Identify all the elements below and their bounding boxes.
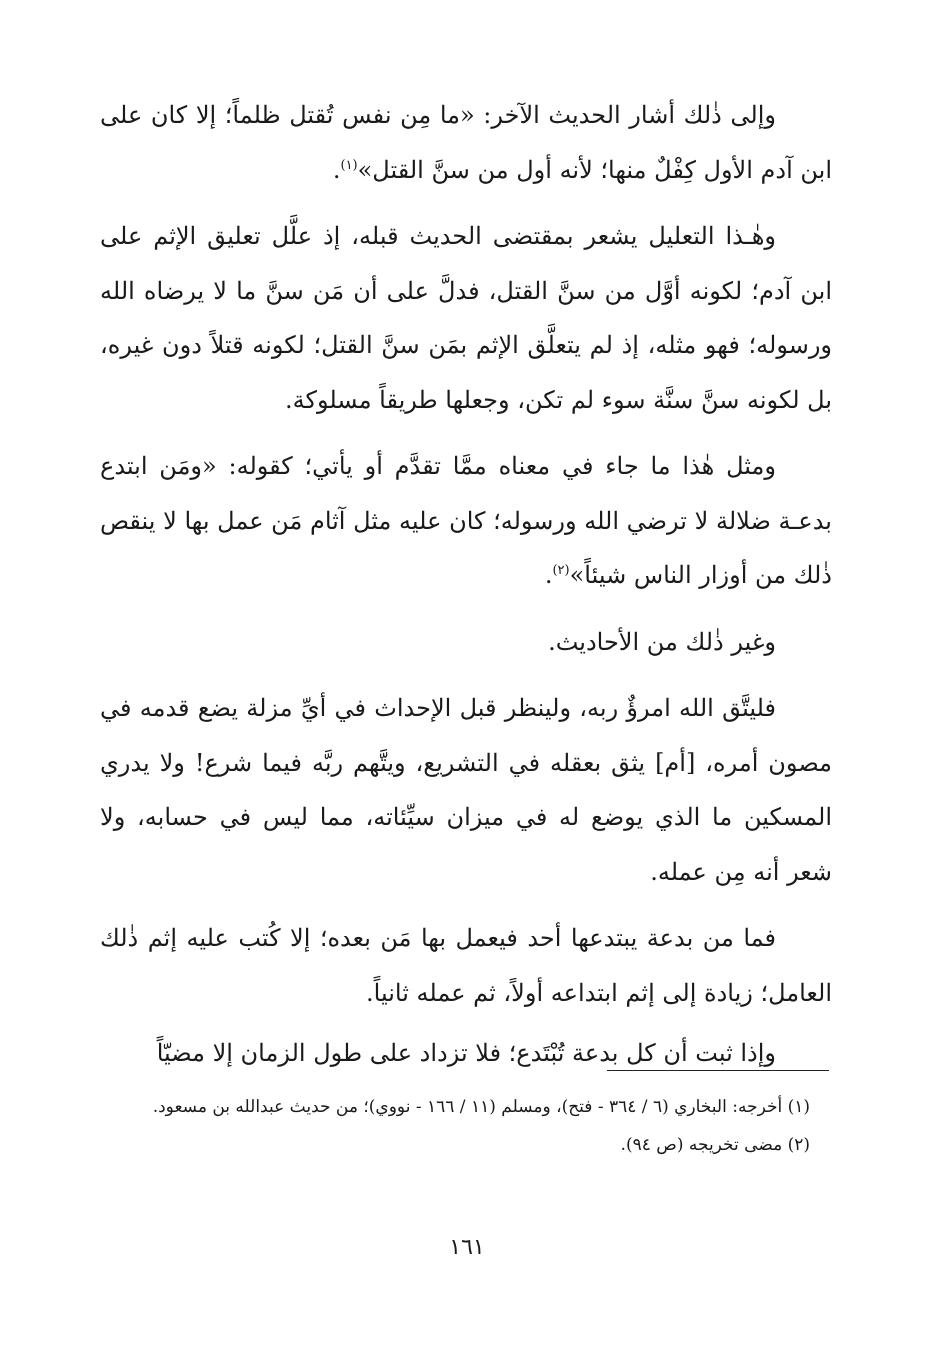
paragraph-4: وغير ذٰلك من الأحاديث. [548,627,776,656]
paragraph-6: فما من بدعة يبتدعها أحد فيعمل بها مَن بعده؛ إلا كُتب عليه إثم ذٰلك العامل؛ زيادة إلى إثم ابتداعه أولاً، ثم عمله ثانياً. [100,924,832,1007]
footnote-divider [607,1070,829,1071]
footnotes [100,1088,832,1164]
footnote-2: (٢) مضى تخريجه (ص ٩٤). [620,1135,810,1155]
paragraph-3-end: . [544,561,553,589]
paragraph-1-text: وإلى ذٰلك أشار الحديث الآخر: «ما مِن نفس تُقتل ظلماً؛ إلا كان على ابن آدم الأول كِفْلٌ منها؛ لأنه أول من سنَّ القتل» [100,101,832,184]
paragraph-5: فليتَّق الله امرؤٌ ربه، ولينظر قبل الإحداث في أيِّ مزلة يضع قدمه في مصون أمره، [أم] يثق بعقله في التشريع، ويتَّهم ربَّه فيما شرع! ولا يدري المسكين ما الذي يوضع له في ميزان سيِّئاته، مما ليس في حسابه، ولا شعر أنه مِن عمله. [100,694,832,886]
paragraph-1-end: . [332,155,341,184]
footnote-ref-2: (٢) [552,563,570,578]
footnote-ref-1: (١) [340,157,358,173]
footnote-1: (١) أخرجه: البخاري (٦ / ٣٦٤ - فتح)، ومسلم (١١ / ١٦٦ - نووي)؛ من حديث عبدالله بن مسعود. [152,1097,810,1117]
paragraph-7: وإذا ثبت أن كل بدعة تُبْتَدع؛ فلا تزداد على طول الزمان إلا مضيّاً [156,1039,776,1067]
paragraph-3-text: ومثل هٰذا ما جاء في معناه ممَّا تقدَّم أو يأتي؛ كقوله: «ومَن ابتدع بدعـة ضلالة لا ترضي الله ورسوله؛ كان عليه مثل آثام مَن عمل بها لا ينقص ذٰلك من أوزار الناس شيئاً» [100,452,832,589]
page-number: ١٦١ [449,1235,485,1260]
paragraph-2: وهٰـذا التعليل يشعر بمقتضى الحديث قبله، إذ علَّل تعليق الإثم على ابن آدم؛ لكونه أوَّل من سنَّ القتل، فدلَّ على أن مَن سنَّ ما لا يرضاه الله ورسوله؛ فهو مثله، إذ لم يتعلَّق الإثم بمَن سنَّ القتل؛ لكونه قتلاً دون غيره، بل لكونه سنَّ سنَّة سوء لم تكن، وجعلها طريقاً مسلوكة. [100,222,832,414]
main-text [100,88,832,1093]
paragraph-3 [100,439,832,603]
paragraph-1 [100,88,832,197]
